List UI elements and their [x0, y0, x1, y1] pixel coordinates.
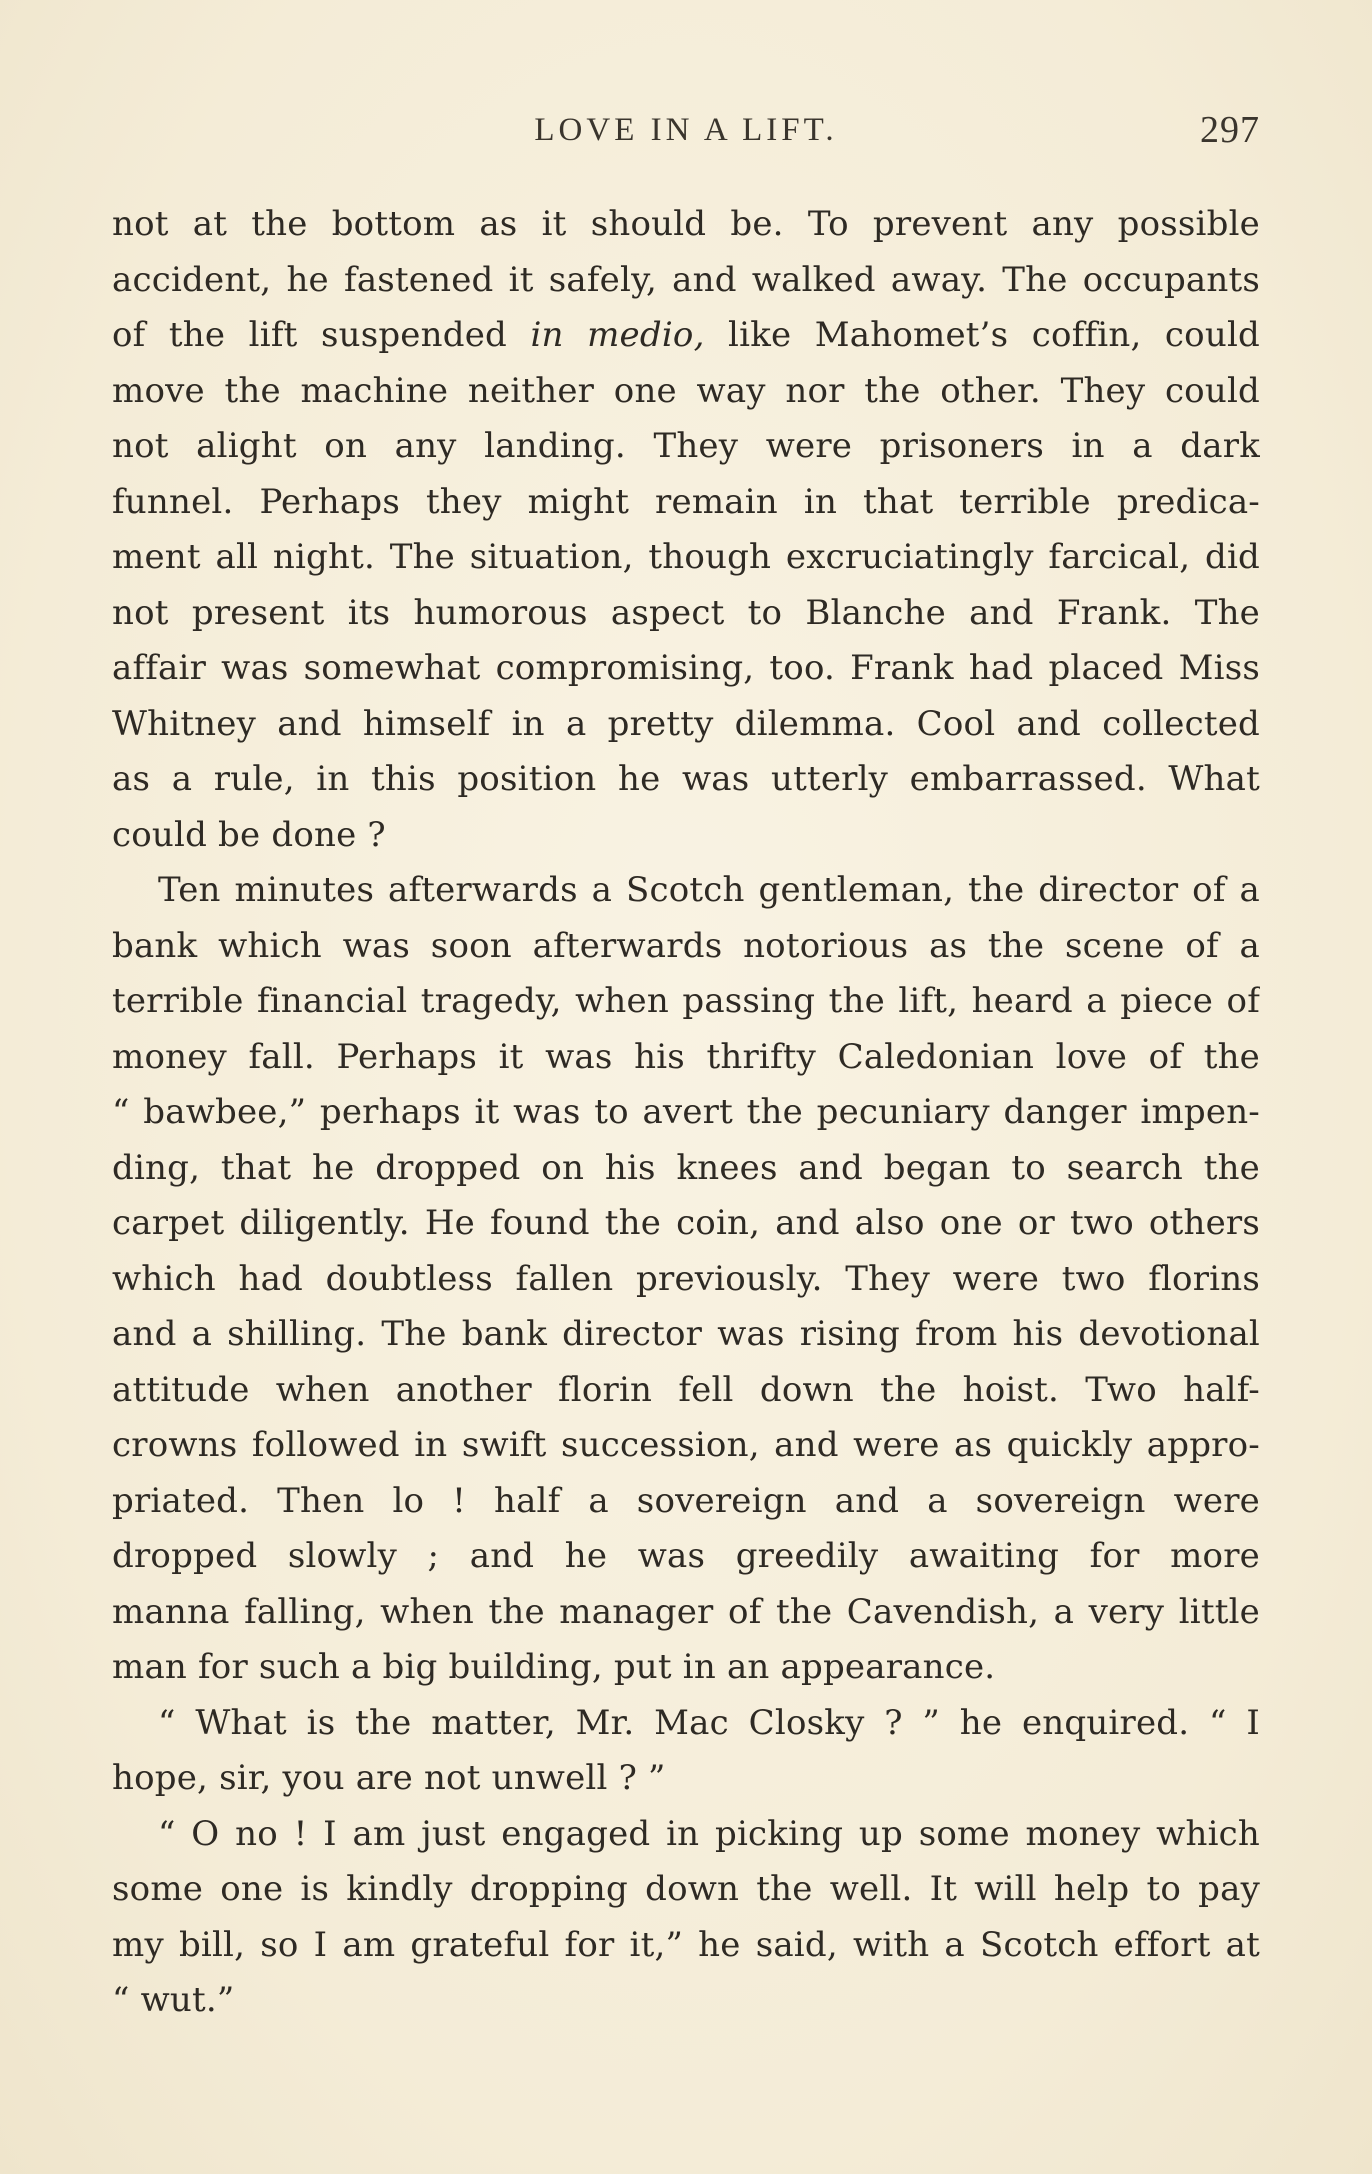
text-line-content — [112, 1925, 1260, 1965]
text-run: funnel. Perhaps they might remain in that terrible predica- — [112, 481, 1260, 522]
text-line — [112, 1252, 1260, 1308]
text-line — [112, 1862, 1260, 1918]
text-line-content — [112, 482, 1260, 522]
text-line — [112, 1141, 1260, 1197]
text-line-content — [112, 704, 1260, 744]
text-line — [112, 752, 1260, 808]
text-line-content — [112, 926, 1260, 966]
text-line-content — [112, 759, 1260, 799]
text-line — [112, 1196, 1260, 1252]
text-line-content — [112, 260, 1260, 300]
text-line — [112, 586, 1260, 642]
page-header — [112, 109, 1260, 162]
text-run: accident, he fastened it safely, and walked away. The occupants — [112, 259, 1260, 300]
text-line — [112, 1418, 1260, 1474]
text-line-content — [112, 1869, 1260, 1909]
text-line-content — [112, 648, 1260, 688]
text-run: and a shilling. The bank director was rising from his devotional — [112, 1314, 1260, 1354]
text-line — [112, 1474, 1260, 1530]
text-line — [112, 1751, 1260, 1807]
text-line — [112, 419, 1260, 475]
text-line-content — [112, 1148, 1260, 1188]
text-line-content — [112, 426, 1260, 466]
text-line — [112, 1085, 1260, 1141]
text-line — [112, 863, 1260, 919]
text-run: affair was somewhat compromising, too. Frank had placed Miss — [112, 648, 1260, 688]
text-line-content — [112, 593, 1260, 633]
italic-run: in medio, — [530, 315, 705, 355]
text-line — [112, 1807, 1260, 1863]
text-run: Whitney and himself in a pretty dilemma. Cool and collected — [112, 703, 1260, 744]
text-line-content — [112, 537, 1260, 577]
text-line — [112, 1529, 1260, 1585]
text-line-content — [112, 1092, 1260, 1132]
text-line-content — [112, 1425, 1260, 1465]
text-run: hope, sir, you are not unwell ? ” — [112, 1758, 666, 1798]
text-run: money fall. Perhaps it was his thrifty Caledonian love of the — [112, 1036, 1260, 1077]
text-line-content — [112, 1592, 1260, 1632]
text-line-content — [158, 1703, 1260, 1743]
text-line — [112, 197, 1260, 253]
text-line-content — [112, 1758, 666, 1798]
text-line — [112, 697, 1260, 753]
running-title: LOVE IN A LIFT. — [534, 112, 838, 148]
text-line — [112, 1696, 1260, 1752]
text-run: bank which was soon afterwards notorious as the scene of a — [112, 925, 1260, 966]
text-line-content — [112, 1980, 234, 2020]
text-line — [112, 253, 1260, 309]
text-line — [112, 364, 1260, 420]
text-line — [112, 1363, 1260, 1419]
text-run: man for such a big building, put in an appearance. — [112, 1647, 996, 1687]
text-run: ment all night. The situation, though excruciatingly farcical, did — [112, 537, 1260, 577]
text-run: Ten minutes afterwards a Scotch gentleman, the director of a — [158, 870, 1260, 910]
text-line — [112, 641, 1260, 697]
text-line-content — [112, 1370, 1260, 1410]
body-text — [112, 197, 1260, 2029]
text-line — [112, 919, 1260, 975]
text-line-content — [112, 1259, 1260, 1299]
text-line-content — [112, 1536, 1260, 1585]
text-line — [112, 1030, 1260, 1086]
text-line-content — [158, 870, 1260, 910]
text-line — [112, 1973, 1260, 2029]
text-line — [112, 475, 1260, 531]
text-run: priated. Then lo ! half a sovereign and a sovereign were — [112, 1480, 1260, 1521]
text-line-content — [112, 815, 386, 855]
text-run: ding, that he dropped on his knees and began to search the — [112, 1147, 1260, 1188]
text-line-content — [158, 1814, 1260, 1854]
text-run: of the lift suspended — [112, 315, 531, 355]
text-line-content — [112, 1037, 1260, 1077]
text-line — [112, 1640, 1260, 1696]
text-run: like Mahomet’s coffin, could — [704, 315, 1260, 355]
text-run: as a rule, in this position he was utterly embarrassed. What — [112, 759, 1260, 799]
text-line-content — [112, 981, 1260, 1021]
text-line — [112, 308, 1260, 364]
text-run: attitude when another florin fell down the hoist. Two half- — [112, 1369, 1260, 1410]
text-run: terrible financial tragedy, when passing the lift, heard a piece of — [112, 981, 1260, 1021]
text-run: “ What is the matter, Mr. Mac Closky ? ” he enquired. “ I — [158, 1702, 1260, 1743]
text-run: my bill, so I am grateful for it,” he said, with a Scotch effort at — [112, 1924, 1260, 1965]
text-line — [112, 530, 1260, 586]
text-run: move the machine neither one way nor the other. They could — [112, 370, 1260, 411]
text-run: “ wut.” — [112, 1980, 235, 2020]
text-run: manna falling, when the manager of the Cavendish, a very little — [112, 1591, 1260, 1632]
text-line-content — [112, 1481, 1260, 1521]
text-line — [112, 974, 1260, 1030]
text-line — [112, 1918, 1260, 1974]
text-run: not at the bottom as it should be. To prevent any possible — [112, 204, 1260, 244]
text-line-content — [112, 1314, 1260, 1354]
text-run: “ O no ! I am just engaged in picking up some money which — [158, 1813, 1260, 1854]
text-line-content — [112, 371, 1260, 411]
text-run: dropped slowly ; and he was greedily awaiting for more — [112, 1536, 1260, 1576]
text-line — [112, 1585, 1260, 1641]
text-line-content — [112, 1647, 995, 1687]
page-number: 297 — [1200, 109, 1260, 151]
text-line — [112, 808, 1260, 864]
text-run: some one is kindly dropping down the well. It will help to pay — [112, 1869, 1260, 1909]
text-run: could be done ? — [112, 814, 386, 855]
text-line — [112, 1307, 1260, 1363]
text-run: “ bawbee,” perhaps it was to avert the pecuniary danger impen- — [112, 1092, 1260, 1132]
text-line-content — [112, 315, 1260, 355]
text-line-content — [112, 1203, 1260, 1243]
text-run: not present its humorous aspect to Blanche and Frank. The — [112, 592, 1260, 633]
text-line-content — [112, 204, 1260, 244]
text-run: carpet diligently. He found the coin, and also one or two others — [112, 1203, 1260, 1243]
text-run: which had doubtless fallen previously. They were two florins — [112, 1258, 1260, 1299]
text-run: not alight on any landing. They were prisoners in a dark — [112, 426, 1260, 466]
text-run: crowns followed in swift succession, and were as quickly appro- — [112, 1425, 1260, 1465]
